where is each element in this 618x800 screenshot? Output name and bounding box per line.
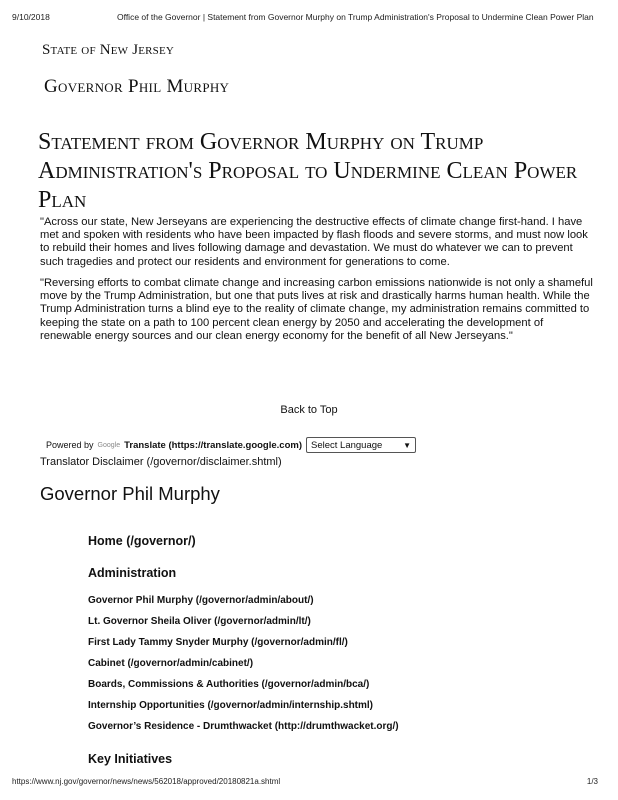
google-translate-link[interactable]: Translate (https://translate.google.com): [124, 439, 302, 451]
powered-by-label: Powered by: [46, 440, 94, 450]
translate-bar: [46, 436, 416, 454]
nav-item-governor[interactable]: Governor Phil Murphy (/governor/admin/about/): [88, 595, 314, 606]
dropdown-arrow-icon: ▼: [403, 440, 411, 450]
nav-item-boards[interactable]: Boards, Commissions & Authorities (/governor/admin/bca/): [88, 679, 370, 690]
google-logo: Google: [97, 441, 121, 449]
nav-item-residence[interactable]: Governor’s Residence - Drumthwacket (http://drumthwacket.org/): [88, 721, 399, 732]
page-title: Statement from Governor Murphy on Trump Administration's Proposal to Undermine Clean Power Plan: [38, 129, 578, 213]
print-header: [12, 12, 606, 26]
nav-item-internship[interactable]: Internship Opportunities (/governor/admin/internship.shtml): [88, 700, 374, 711]
print-date: 9/10/2018: [12, 12, 50, 22]
translator-disclaimer-link[interactable]: Translator Disclaimer (/governor/disclaimer.shtml): [40, 456, 282, 468]
print-url: https://www.nj.gov/governor/news/news/562018/approved/20180821a.shtml: [12, 777, 281, 786]
back-to-top-link[interactable]: Back to Top: [280, 404, 338, 416]
nav-item-cabinet[interactable]: Cabinet (/governor/admin/cabinet/): [88, 658, 254, 669]
nav-section-administration: Administration: [88, 566, 177, 580]
nav-item-lt-governor[interactable]: Lt. Governor Sheila Oliver (/governor/admin/lt/): [88, 616, 311, 627]
nav-item-first-lady[interactable]: First Lady Tammy Snyder Murphy (/governor/admin/fl/): [88, 637, 348, 648]
footer-site-title: Governor Phil Murphy: [40, 483, 220, 504]
language-select[interactable]: [306, 437, 416, 453]
language-select-value: Select Language: [311, 439, 383, 451]
article-paragraph: "Across our state, New Jerseyans are experiencing the destructive effects of climate change first-hand. I have met and spoken with residents who have been impacted by flash floods and severe storms, and must now look to rebuild their homes and lives following damage and devastation. We must do whatever we can to prevent such tragedies and protect our residents and environment for generations to come.: [40, 216, 588, 268]
state-link[interactable]: State of New Jersey: [42, 42, 175, 58]
nav-section-key-initiatives: Key Initiatives: [88, 752, 173, 766]
print-footer: [12, 777, 606, 789]
nav-home-link[interactable]: Home (/governor/): [88, 534, 196, 548]
governor-link[interactable]: Governor Phil Murphy: [44, 76, 230, 97]
admin-nav-list: [88, 594, 399, 741]
article-paragraph: "Reversing efforts to combat climate change and increasing carbon emissions nationwide is not only a shameful move by the Trump Administration, but one that puts lives at risk and drastically harms human health. While the Trump Administration turns a blind eye to the reality of climate change, my administration remains committed to keeping the state on a path to 100 percent clean energy by 2050 and accelerating the development of renewable energy sources and our clean energy economy for the benefit of all New Jerseyans.": [40, 277, 593, 342]
print-page-number: 1/3: [586, 777, 598, 786]
print-page-title: Office of the Governor | Statement from Governor Murphy on Trump Administration's Proposal to Undermine Clean Power Plan: [117, 12, 594, 22]
